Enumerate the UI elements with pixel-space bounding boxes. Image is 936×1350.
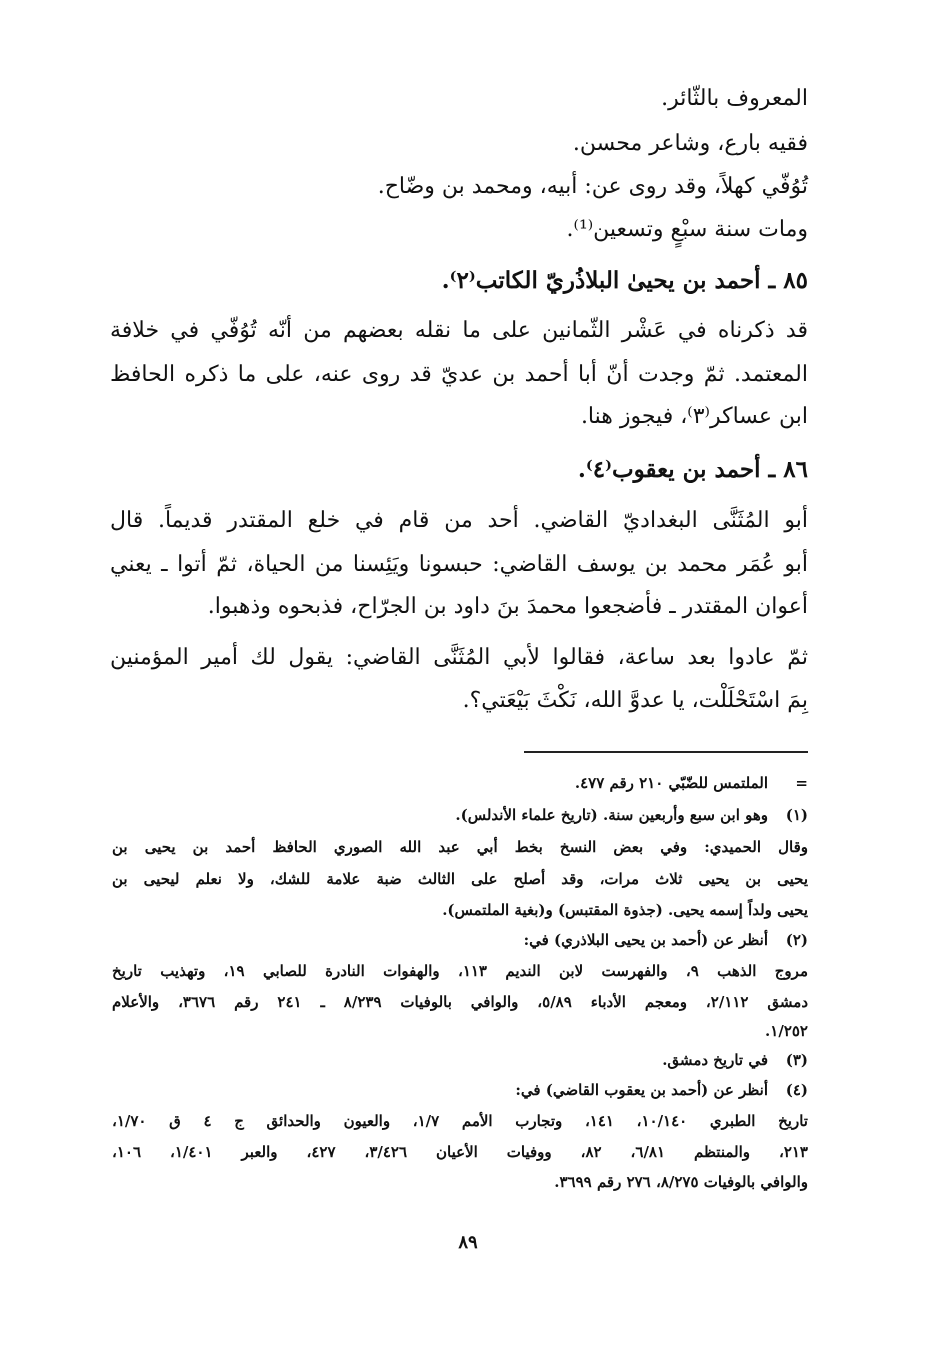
text-line: ومات سنة سبْعٍ وتسعين⁽¹⁾. <box>566 217 808 242</box>
footnote-line: دمشق ٢/١١٢، ومعجم الأدباء ٥/٨٩، والوافي بالوفيات ٨/٢٣٩ ـ ٢٤١ رقم ٣٦٧٦، والأعلام <box>112 993 809 1011</box>
text-line: بِمَ اسْتَحْلَلْت، يا عدوَّ الله، نَكْثَ بَيْعَتي؟. <box>462 688 808 713</box>
footnote-separator <box>524 751 808 753</box>
text-line: فقيه بارع، وشاعر محسن. <box>572 131 808 156</box>
text-line: المعروف بالثّائر. <box>661 86 808 111</box>
footnote-line: ١/٢٥٢. <box>765 1022 808 1040</box>
footnote-marker: = <box>795 774 808 792</box>
text-line: قد ذكرناه في عَشْر الثّمانين على ما نقله بعضهم من أنّه تُوُفّي في خلافة <box>110 318 808 343</box>
footnote-line: تاريخ الطبري ١٠/١٤٠، ١٤١، وتجارب الأمم ١/٧، والعيون والحدائق ج ٤ ق ١/٧٠، <box>112 1112 808 1130</box>
footnote-marker: (١) <box>785 806 808 824</box>
text-line: المعتمد. ثمّ وجدت أنّ أبا أحمد بن عديّ قد روى عنه، على ما ذكره الحافظ <box>110 362 808 387</box>
footnote-line: يحيى بن يحيى ثلاث مرات، وقد أصلح على الثالث ضبة علامة للشك، ولا نعلم ليحيى بن <box>112 870 808 888</box>
footnote-line: مروج الذهب ٩، والفهرست لابن النديم ١١٣، والهفوات النادرة للصابي ١٩، وتهذيب تاريخ <box>112 962 808 980</box>
entry-heading-85: ٨٥ ـ أحمد بن يحيىٰ البلاذُريّ الكاتب⁽٢⁾. <box>441 267 808 294</box>
footnote-marker: (٤) <box>785 1081 808 1099</box>
footnote-line: والوافي بالوفيات ٨/٢٧٥، ٢٧٦ رقم ٣٦٩٩. <box>554 1173 808 1191</box>
footnote-4 <box>128 1083 808 1098</box>
footnote-text: الملتمس للضّبّي ٢١٠ رقم ٤٧٧. <box>574 774 768 792</box>
text-line: ابن عساكر⁽٣⁾، فيجوز هنا. <box>580 404 808 429</box>
footnote-1 <box>128 808 808 823</box>
page-number: ٨٩ <box>458 1232 478 1253</box>
footnote-text: وهو ابن سبع وأربعين سنة. (تاريخ علماء الأندلس). <box>455 806 768 824</box>
footnote-line: ٢١٣، والمنتظم ٦/٨١، ٨٢، ووفيات الأعيان ٣/٤٢٦، ٤٢٧، والعبر ١/٤٠١، ١٠٦، <box>112 1143 808 1161</box>
footnote-line: يحيى ولداً إسمه يحيى. (جذوة المقتبس) و(بغية الملتمس). <box>442 901 808 919</box>
footnote-continuation <box>128 776 808 791</box>
footnote-marker: (٣) <box>785 1051 808 1069</box>
footnote-marker: (٢) <box>785 931 808 949</box>
footnote-text: أنظر عن (أحمد بن يعقوب القاضي) في: <box>515 1081 768 1099</box>
text-line: أبو المُثَنَّى البغداديّ القاضي. أحد من قام في خلع المقتدر قديماً. قال <box>110 508 808 533</box>
footnote-2 <box>128 933 808 948</box>
text-line: ثمّ عادوا بعد ساعة، فقالوا لأبي المُثَنَّى القاضي: يقول لك أمير المؤمنين <box>110 645 808 670</box>
footnote-3 <box>128 1053 808 1068</box>
footnote-line: وقال الحميدي: وفي بعض النسخ بخط أبي عبد الله الصوري الحافظ أحمد بن يحيى بن <box>112 838 808 856</box>
entry-heading-86: ٨٦ ـ أحمد بن يعقوب⁽٤⁾. <box>577 456 808 483</box>
text-line: تُوُفّي كهلاً، وقد روى عن: أبيه، ومحمد بن وضّاح. <box>377 174 808 199</box>
text-line: أعوان المقتدر ـ فأضجعوا محمدَ بنَ داود بن الجرّاح، فذبحوه وذهبوا. <box>207 594 808 619</box>
text-line: أبو عُمَر محمد بن يوسف القاضي: حبسونا ويَئِسنا من الحياة، ثمّ أتوا ـ يعني <box>110 552 808 577</box>
footnote-text: أنظر عن (أحمد بن يحيى البلاذري) في: <box>523 931 768 949</box>
footnote-text: في تاريخ دمشق. <box>662 1051 768 1069</box>
